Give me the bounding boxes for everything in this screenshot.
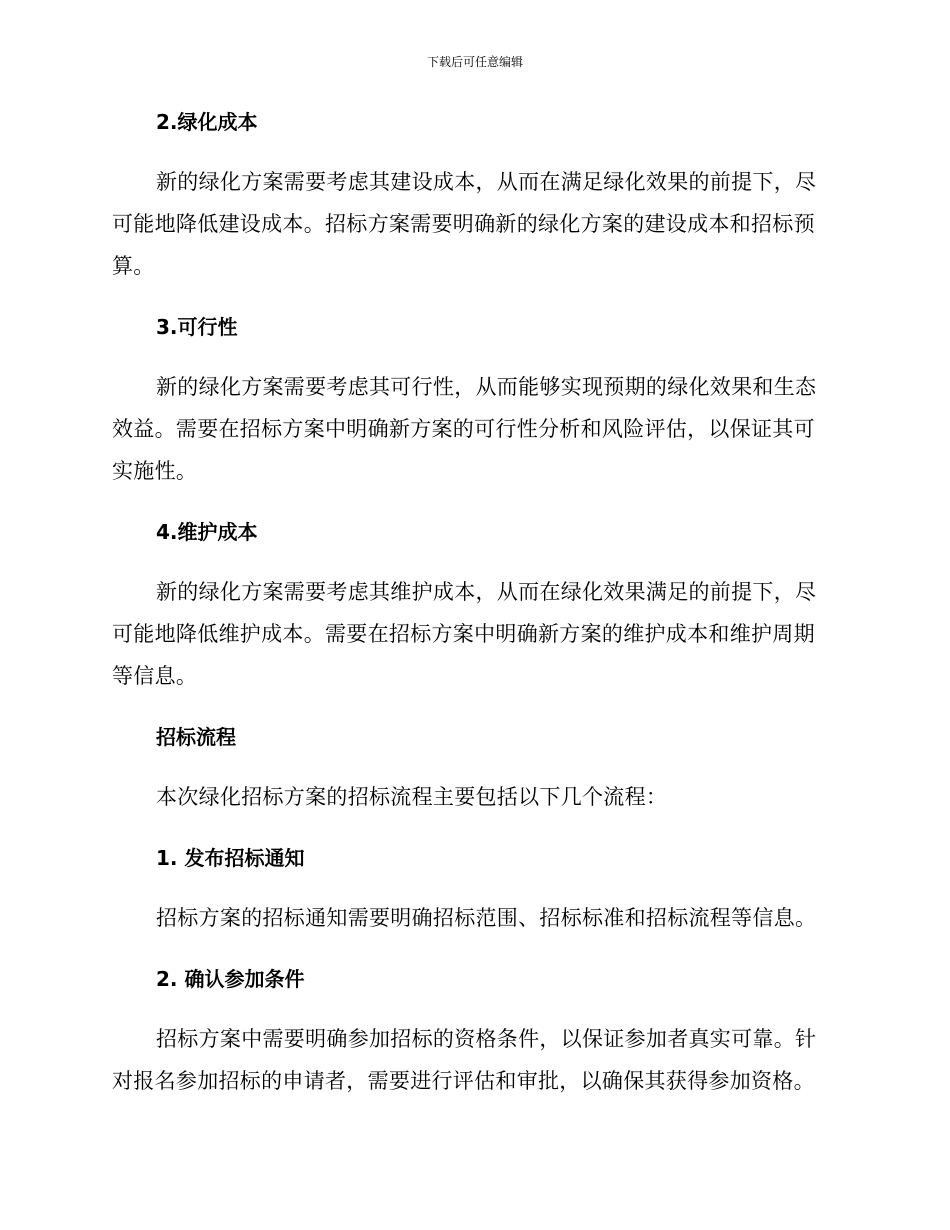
section-bidding-process [112, 723, 832, 818]
section-feasibility [112, 313, 832, 492]
section-heading: 2.绿化成本 [156, 110, 258, 134]
document-body [112, 108, 832, 1102]
section-maintenance-cost [112, 518, 832, 697]
section-paragraph: 招标方案的招标通知需要明确招标范围、招标标准和招标流程等信息。 [156, 906, 817, 930]
section-heading: 1. 发布招标通知 [156, 846, 305, 870]
section-paragraph: 新的绿化方案需要考虑其建设成本，从而在满足绿化效果的前提下，尽可能地降低建设成本。招标方案需要明确新的绿化方案的建设成本和招标预算。 [112, 170, 817, 278]
section-heading: 4.维护成本 [156, 520, 258, 544]
section-green-cost [112, 108, 832, 287]
section-paragraph: 新的绿化方案需要考虑其可行性，从而能够实现预期的绿化效果和生态效益。需要在招标方案中明确新方案的可行性分析和风险评估，以保证其可实施性。 [112, 375, 817, 483]
section-paragraph: 招标方案中需要明确参加招标的资格条件，以保证参加者真实可靠。针对报名参加招标的申请者，需要进行评估和审批，以确保其获得参加资格。 [112, 1027, 817, 1093]
section-paragraph: 新的绿化方案需要考虑其维护成本，从而在绿化效果满足的前提下，尽可能地降低维护成本。需要在招标方案中明确新方案的维护成本和维护周期等信息。 [112, 580, 817, 688]
page-header: 下载后可任意编辑 [426, 55, 523, 69]
section-heading: 招标流程 [156, 725, 236, 749]
section-publish-notice [112, 844, 832, 939]
section-confirm-conditions [112, 965, 832, 1102]
section-paragraph: 本次绿化招标方案的招标流程主要包括以下几个流程： [156, 785, 668, 809]
section-heading: 2. 确认参加条件 [156, 967, 305, 991]
section-heading: 3.可行性 [156, 315, 238, 339]
